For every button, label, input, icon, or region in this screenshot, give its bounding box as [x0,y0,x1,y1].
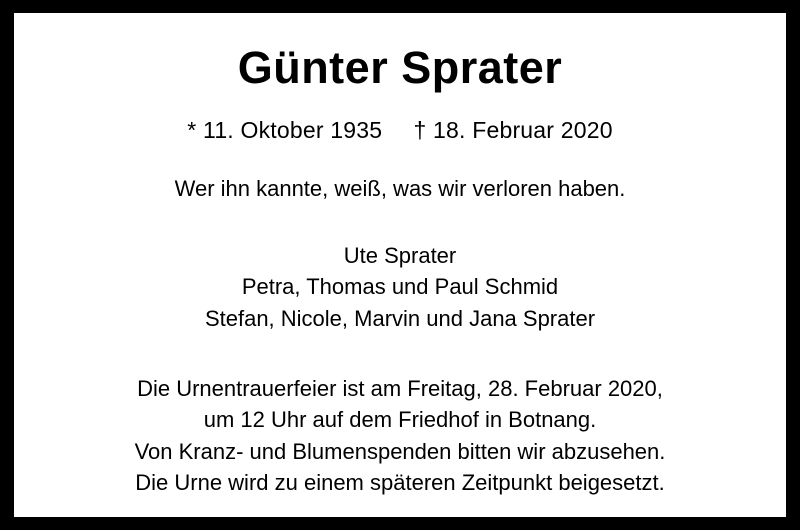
mourner-line: Stefan, Nicole, Marvin und Jana Sprater [204,306,596,332]
ceremony-details [135,373,666,498]
ceremony-line: um 12 Uhr auf dem Friedhof in Botnang. [203,407,597,433]
ceremony-line: Von Kranz- und Blumenspenden bitten wir abzusehen. [134,438,666,464]
life-dates [187,117,612,144]
ceremony-line: Die Urne wird zu einem späteren Zeitpunkt beigesetzt. [135,469,665,495]
mourner-line: Ute Sprater [343,242,457,268]
birth-symbol: * [187,116,197,143]
mourner-line: Petra, Thomas und Paul Schmid [241,274,559,300]
ceremony-line: Die Urnentrauerfeier ist am Freitag, 28. Februar 2020, [137,376,663,402]
death-symbol: † [413,116,427,143]
deceased-name: Günter Sprater [237,42,563,93]
death-date: 18. Februar 2020 [433,116,613,143]
obituary-notice [14,13,786,517]
mourners-list [205,240,595,336]
epitaph-text: Wer ihn kannte, weiß, was wir verloren haben. [174,175,626,201]
birth-date: 11. Oktober 1935 [203,116,383,143]
